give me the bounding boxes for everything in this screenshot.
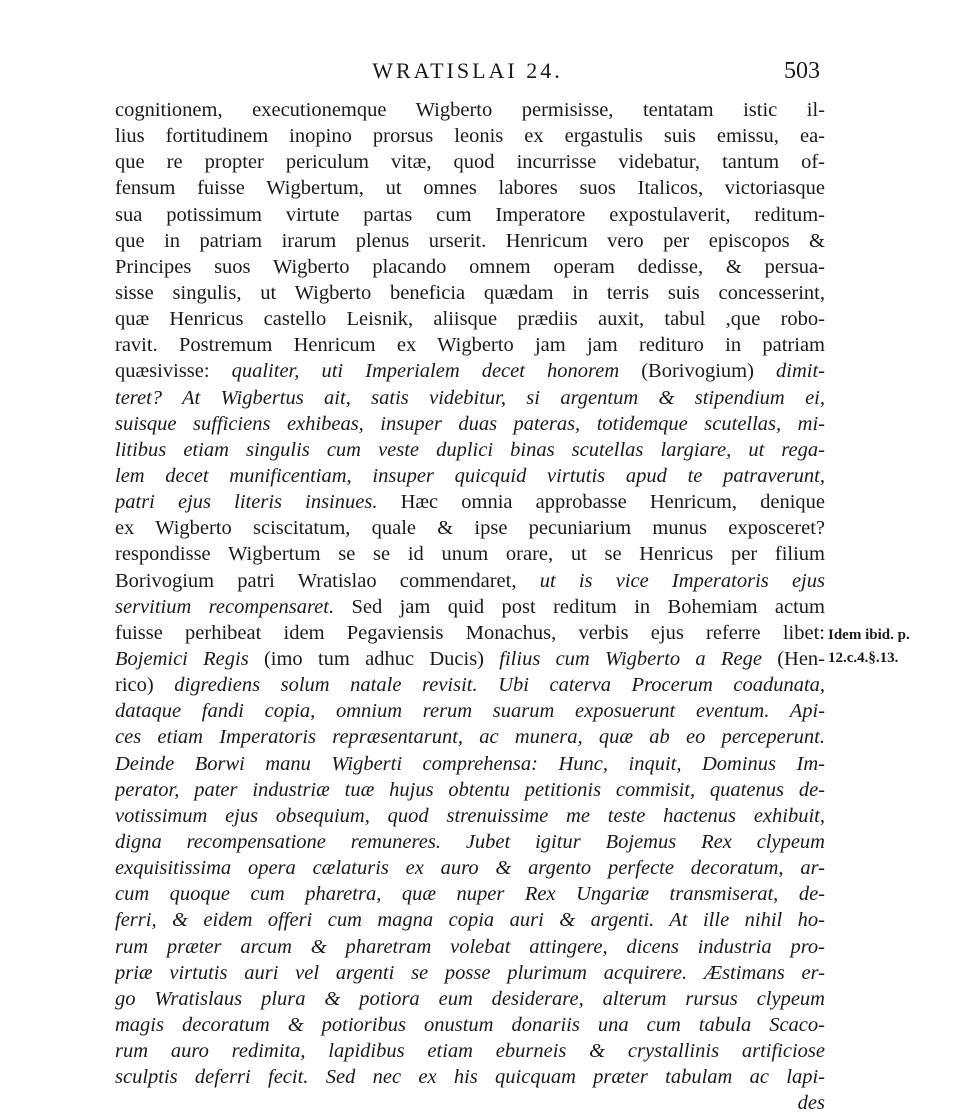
text-line: teret? At Wigbertus ait, satis videbitur, si argentum & stipendium ei,	[115, 386, 825, 409]
text-line: suisque sufficiens exhibeas, insuper duas pateras, totidemque scutellas, mi-	[115, 412, 825, 435]
text-segment-italic: qualiter, uti Imperialem decet honorem	[231, 360, 642, 383]
text-line: go Wratislaus plura & potiora eum desiderare, alterum rursus clypeum	[115, 987, 825, 1010]
text-segment: (Borivogium)	[641, 360, 777, 383]
text-line: rum præter arcum & pharetram volebat attingere, dicens industria pro-	[115, 935, 825, 958]
page-header	[115, 58, 820, 92]
text-line: lius fortitudinem inopino prorsus leonis ex ergastulis suis emissu, ea-	[115, 125, 825, 148]
text-line: que in patriam irarum plenus urserit. Henricum vero per episcopos &	[115, 229, 825, 252]
text-line: sculptis deferri fecit. Sed nec ex his quicquam præter tabulam ac lapi-	[115, 1066, 825, 1089]
text-segment-italic: dimit-	[776, 360, 825, 383]
text-line: ex Wigberto sciscitatum, quale & ipse pecuniarium munus exposceret?	[115, 517, 825, 540]
text-line: perator, pater industriæ tuæ hujus obtentu petitionis commisit, quatenus de-	[115, 778, 825, 801]
text-segment: rico)	[115, 674, 175, 697]
text-segment: quæsivisse:	[115, 360, 232, 383]
text-segment: (imo tum adhuc Ducis)	[263, 647, 500, 670]
text-segment-italic: Bojemici Regis	[115, 647, 264, 670]
text-line-mixed	[115, 489, 825, 515]
text-line: que re propter periculum vitæ, quod incurrisse videbatur, tantum of-	[115, 151, 825, 174]
text-segment-italic: digrediens solum natale revisit.	[174, 674, 499, 697]
text-line: magis decoratum & potioribus onustum donariis una cum tabula Scaco-	[115, 1013, 825, 1036]
text-segment-italic: servitium recompensaret.	[115, 595, 352, 618]
text-line: cum quoque cum pharetra, quæ nuper Rex Ungariæ transmiserat, de-	[115, 883, 825, 906]
text-line: Deinde Borwi manu Wigberti comprehensa: Hunc, inquit, Dominus Im-	[115, 752, 825, 775]
text-segment: Hæc omnia approbasse Henricum, denique	[400, 491, 825, 514]
margin-note: 12.c.4.§.13.	[828, 650, 899, 666]
text-segment: Borivogium patri Wratislao commendaret,	[115, 569, 540, 592]
body-text	[115, 97, 825, 1116]
text-line: ces etiam Imperatoris repræsentarunt, ac munera, quæ ab eo perceperunt.	[115, 726, 825, 749]
margin-note: Idem ibid. p.	[828, 627, 910, 643]
text-line: des	[797, 1092, 825, 1115]
text-line: dataque fandi copia, omnium rerum suarum exposuerunt eventum. Api-	[115, 700, 825, 723]
text-line: exquisitissima opera cælaturis ex auro & argento perfecte decoratum, ar-	[115, 857, 825, 880]
text-line: priæ virtutis auri vel argenti se posse plurimum acquirere. Æstimans er-	[115, 961, 825, 984]
text-line: lem decet munificentiam, insuper quicquid virtutis apud te patraverunt,	[115, 464, 825, 487]
text-line: digna recompensatione remuneres. Jubet igitur Bojemus Rex clypeum	[115, 830, 825, 853]
text-line: litibus etiam singulis cum veste duplici binas scutellas largiare, ut rega-	[115, 438, 825, 461]
text-line: sisse singulis, ut Wigberto beneficia quædam in terris suis concesserint,	[115, 281, 825, 304]
page-number: 503	[784, 58, 820, 84]
text-line-mixed	[115, 594, 825, 620]
text-line: quæ Henricus castello Leisnik, aliisque prædiis auxit, tabul ,que robo-	[115, 308, 825, 331]
text-segment-italic: ut is vice Imperatoris ejus	[539, 569, 825, 592]
text-line: ravit. Postremum Henricum ex Wigberto jam jam redituro in patriam	[115, 334, 825, 357]
text-line-mixed	[115, 358, 825, 384]
text-segment: Sed jam quid post reditum in Bohemiam actum	[351, 595, 825, 618]
text-line: cognitionem, executionemque Wigberto permisisse, tentatam istic il-	[115, 99, 825, 121]
text-line-mixed	[115, 568, 825, 594]
text-line: Principes suos Wigberto placando omnem operam dedisse, & persua-	[115, 255, 825, 278]
text-segment-italic: patri ejus literis insinues.	[115, 491, 401, 514]
text-line: respondisse Wigbertum se se id unum orare, ut se Henricus per filium	[115, 543, 825, 566]
text-line-mixed	[115, 646, 825, 672]
text-line: sua potissimum virtute partas cum Imperatore expostulaverit, reditum-	[115, 203, 825, 226]
text-line: fuisse perhibeat idem Pegaviensis Monachus, verbis ejus referre libet:	[115, 621, 825, 644]
text-segment-italic: filius cum Wigberto a Rege	[499, 647, 778, 670]
text-line: votissimum ejus obsequium, quod strenuissime me teste hactenus exhibuit,	[115, 804, 825, 827]
text-segment-italic: Ubi caterva Procerum coadunata,	[498, 674, 825, 697]
text-line: ferri, & eidem offeri cum magna copia auri & argenti. At ille nihil ho-	[115, 909, 825, 932]
text-line: rum auro redimita, lapidibus etiam eburneis & crystallinis artificiose	[115, 1040, 825, 1063]
running-title: WRATISLAI 24.	[372, 58, 563, 83]
text-line-mixed	[115, 672, 825, 698]
text-line: fensum fuisse Wigbertum, ut omnes labores suos Italicos, victoriasque	[115, 177, 825, 200]
text-segment: (Hen-	[777, 647, 825, 670]
